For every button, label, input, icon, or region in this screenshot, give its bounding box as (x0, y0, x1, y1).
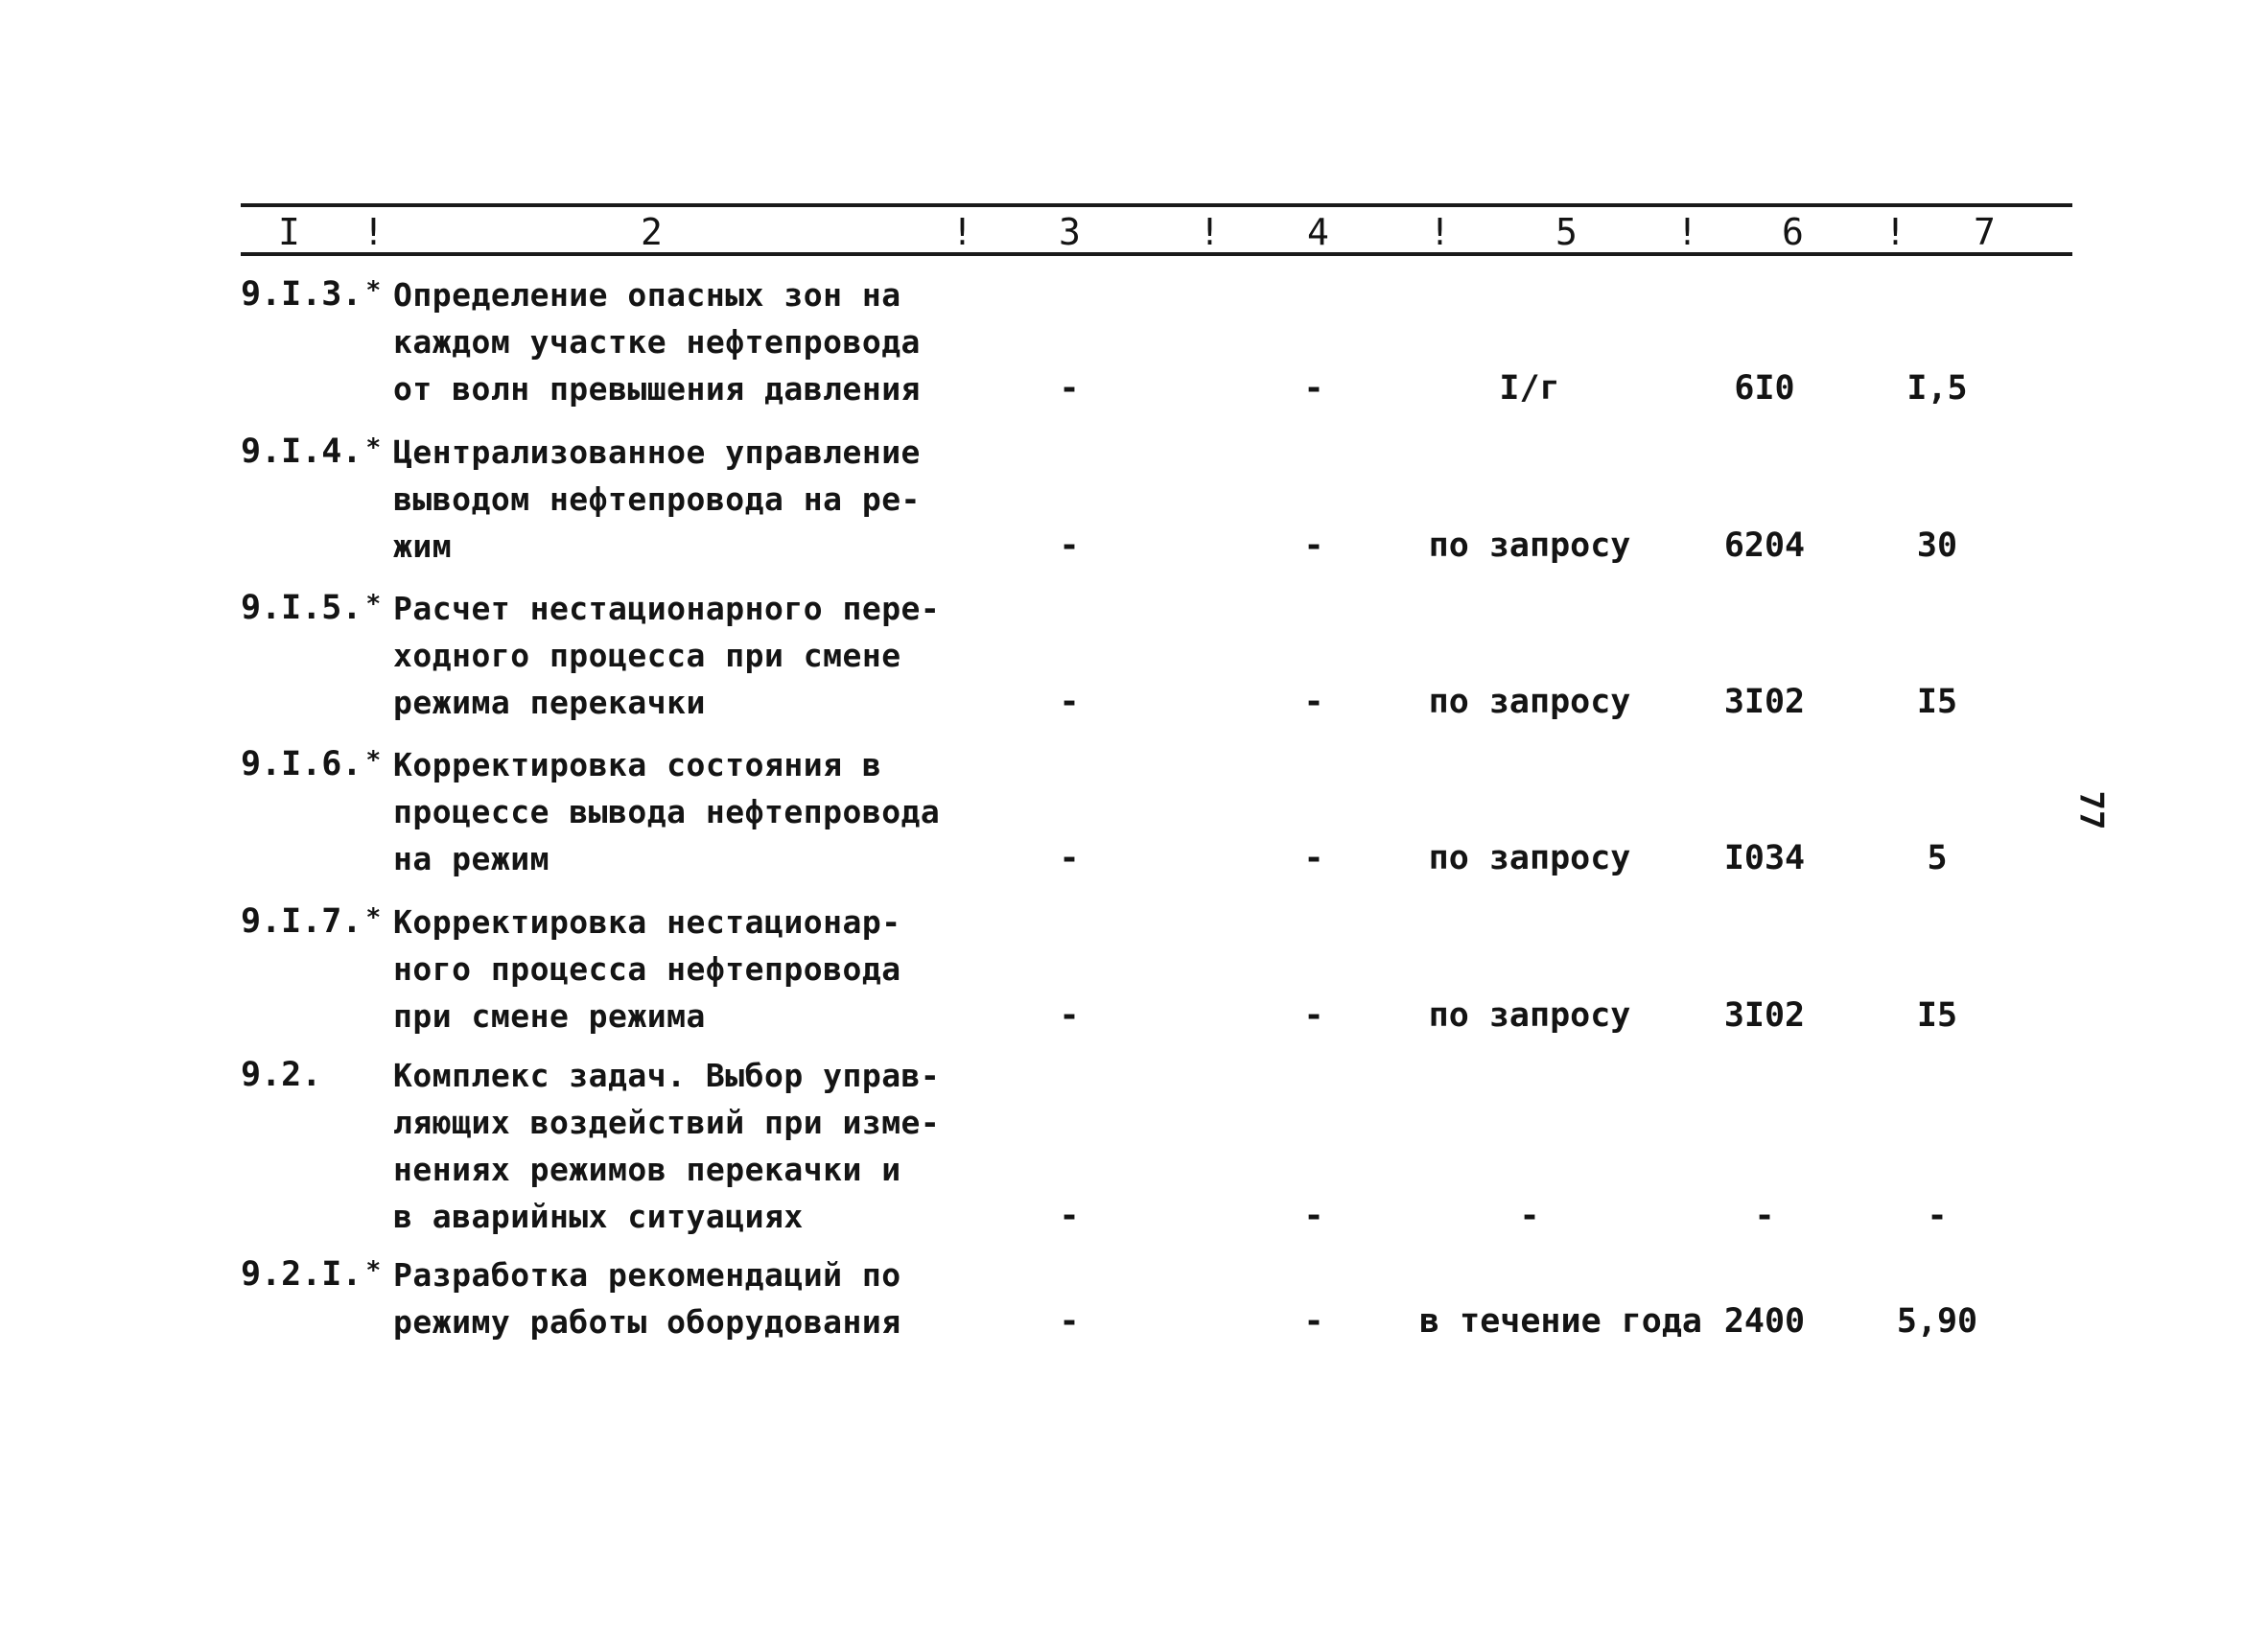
cell-col5: - (1519, 1197, 1540, 1235)
row-code: 9.I.4. * (241, 432, 382, 471)
cell-col5: по запросу (1428, 683, 1631, 721)
cell-col4: - (1303, 839, 1324, 877)
cell-col6: 3I02 (1723, 996, 1806, 1035)
row-code: 9.I.7. * (241, 902, 382, 941)
header-col-5: 5 (1555, 211, 1578, 253)
row-description: Корректировка состояния в процессе вывода нефтепровода на режим (393, 746, 941, 877)
cell-col6: 6204 (1723, 526, 1806, 565)
cell-col6: - (1754, 1197, 1775, 1235)
cell-col6: I034 (1723, 839, 1806, 877)
row-code: 9.I.5. * (241, 589, 382, 627)
cell-col6: 2400 (1723, 1302, 1806, 1341)
cell-col7: - (1927, 1197, 1948, 1235)
header-separator: ! (1676, 211, 1698, 253)
table-top-rule (241, 203, 2072, 207)
row-code: 9.2.I. * (241, 1255, 382, 1294)
asterisk-mark: * (365, 276, 382, 305)
asterisk-mark: * (365, 903, 382, 932)
cell-col7: 5 (1927, 839, 1948, 877)
cell-col3: - (1059, 369, 1080, 408)
cell-col5: I/г (1499, 369, 1560, 408)
cell-col7: I5 (1916, 996, 1958, 1035)
row-description: Централизованное управление выводом нефтепровода на ре- жим (393, 433, 921, 565)
header-separator: ! (362, 211, 385, 253)
cell-col3: - (1059, 1197, 1080, 1235)
cell-col7: 30 (1916, 526, 1958, 565)
cell-col4: - (1303, 1197, 1324, 1235)
cell-col4: - (1303, 369, 1324, 408)
header-col-7: 7 (1974, 211, 1996, 253)
header-col-3: 3 (1059, 211, 1081, 253)
asterisk-mark: * (365, 1256, 382, 1285)
header-col-4: 4 (1307, 211, 1329, 253)
cell-col3: - (1059, 526, 1080, 565)
cell-col6: 6I0 (1734, 369, 1795, 408)
header-col-1: I (278, 211, 300, 253)
row-code: 9.I.6. * (241, 745, 382, 783)
header-col-2: 2 (641, 211, 663, 253)
page-number: 77 (2071, 790, 2111, 830)
asterisk-mark: * (365, 433, 382, 462)
cell-col3: - (1059, 683, 1080, 721)
cell-col4: - (1303, 1302, 1324, 1341)
cell-col3: - (1059, 1302, 1080, 1341)
row-description: Определение опасных зон на каждом участке нефтепровода от волн превышения давления (393, 276, 921, 408)
header-separator: ! (1884, 211, 1906, 253)
row-description: Корректировка нестационар- ного процесса нефтепровода при смене режима (393, 903, 901, 1035)
row-description: Разработка рекомендаций по режиму работы оборудования (393, 1256, 901, 1341)
row-code: 9.2. (241, 1056, 322, 1094)
header-separator: ! (951, 211, 973, 253)
cell-col5: в течение года (1419, 1302, 1703, 1341)
row-description: Расчет нестационарного пере- ходного процесса при смене режима перекачки (393, 590, 941, 721)
cell-col3: - (1059, 996, 1080, 1035)
cell-col7: I5 (1916, 683, 1958, 721)
cell-col7: I,5 (1906, 369, 1968, 408)
cell-col7: 5,90 (1896, 1302, 1978, 1341)
asterisk-mark: * (365, 746, 382, 775)
row-description: Комплекс задач. Выбор управ- ляющих воздействий при изме- нениях режимов перекачки и в аварийных ситуациях (393, 1057, 941, 1235)
header-col-6: 6 (1782, 211, 1804, 253)
cell-col4: - (1303, 526, 1324, 565)
asterisk-mark: * (365, 590, 382, 619)
cell-col5: по запросу (1428, 996, 1631, 1035)
cell-col5: по запросу (1428, 839, 1631, 877)
cell-col4: - (1303, 683, 1324, 721)
header-separator: ! (1429, 211, 1451, 253)
header-separator: ! (1199, 211, 1221, 253)
cell-col4: - (1303, 996, 1324, 1035)
cell-col5: по запросу (1428, 526, 1631, 565)
row-code: 9.I.3. * (241, 275, 382, 314)
cell-col3: - (1059, 839, 1080, 877)
cell-col6: 3I02 (1723, 683, 1806, 721)
